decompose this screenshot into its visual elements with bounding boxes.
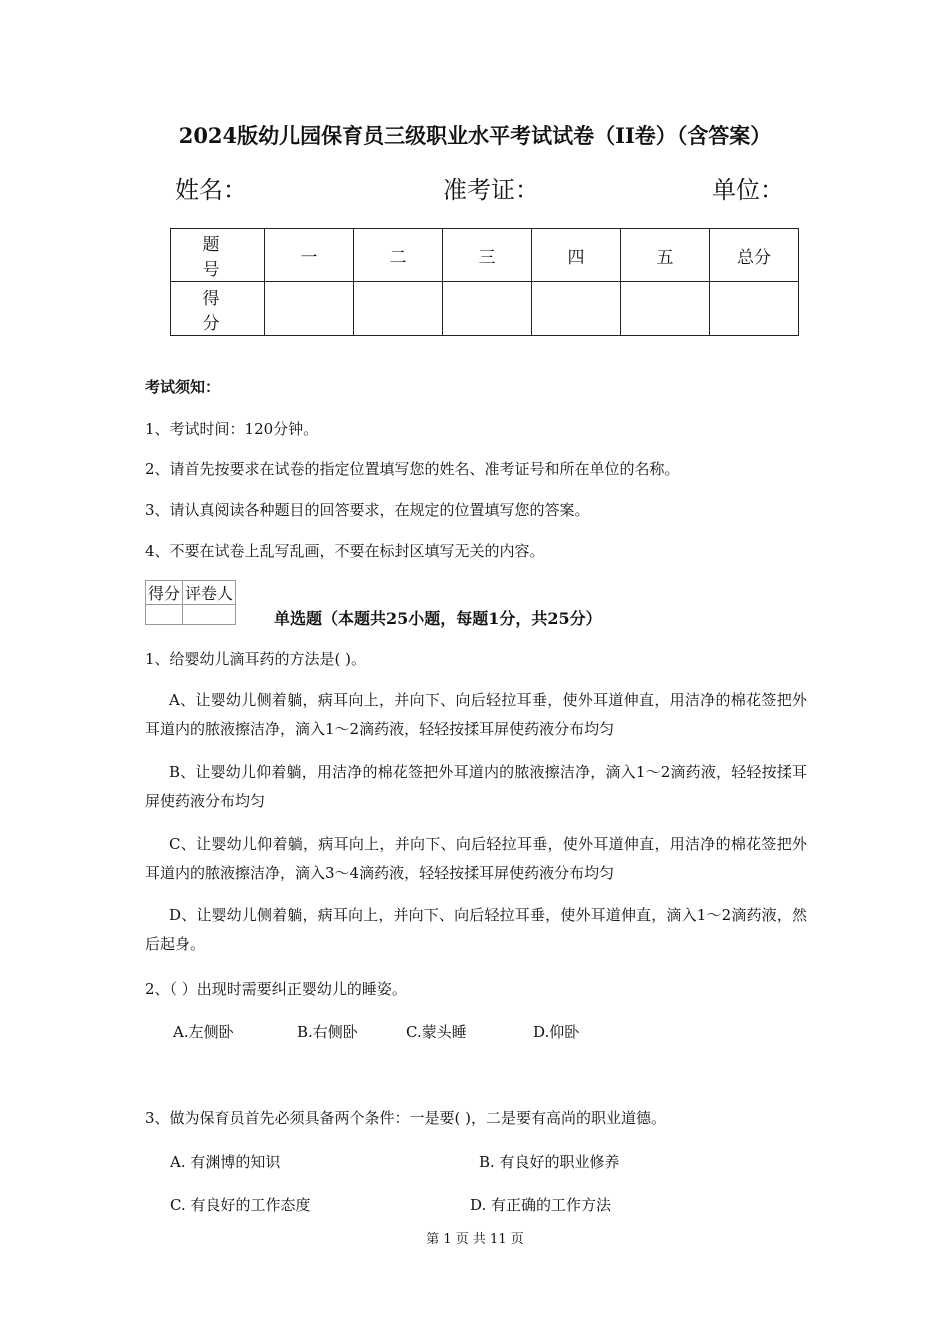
option-b: B. 有良好的职业修养 bbox=[479, 1153, 620, 1171]
notice-heading: 考试须知： bbox=[145, 378, 221, 396]
option-a: A.左侧卧 bbox=[173, 1023, 234, 1041]
score-table-header-row bbox=[171, 229, 799, 282]
score-table bbox=[170, 228, 799, 336]
option-b: B、让婴幼儿仰着躺，用洁净的棉花签把外耳道内的脓液擦洁净，滴入1～2滴药液，轻轻按揉耳屏使药液分布均匀 bbox=[145, 763, 807, 810]
option-c: C、让婴幼儿仰着躺，病耳向上，并向下、向后轻拉耳垂，使外耳道伸直，用洁净的棉花签把外耳道内的脓液擦洁净，滴入3～4滴药液，轻轻按揉耳屏使药液分布均匀 bbox=[145, 835, 807, 882]
column-header: 二 bbox=[354, 229, 443, 282]
score-cell[interactable] bbox=[354, 282, 443, 336]
notice-item: 4、不要在试卷上乱写乱画，不要在标封区填写无关的内容。 bbox=[145, 542, 545, 560]
grader-score-cell[interactable] bbox=[146, 605, 183, 625]
page-title: 2024版幼儿园保育员三级职业水平考试试卷（II卷）（含答案） bbox=[178, 123, 772, 148]
option-a: A. 有渊博的知识 bbox=[170, 1153, 281, 1171]
option-d: D.仰卧 bbox=[533, 1023, 580, 1041]
notice-item: 1、考试时间：120分钟。 bbox=[145, 420, 319, 438]
score-label: 得 分 bbox=[171, 282, 265, 336]
question-stem: 1、给婴幼儿滴耳药的方法是( )。 bbox=[145, 650, 367, 668]
name-field-label: 姓名： bbox=[175, 176, 247, 204]
score-cell[interactable] bbox=[710, 282, 799, 336]
column-header: 五 bbox=[621, 229, 710, 282]
grader-name-cell[interactable] bbox=[183, 605, 236, 625]
column-header: 一 bbox=[265, 229, 354, 282]
option-d: D、让婴幼儿侧着躺，病耳向上，并向下、向后轻拉耳垂，使外耳道伸直，滴入1～2滴药液，然后起身。 bbox=[145, 906, 807, 953]
score-table-score-row bbox=[171, 282, 799, 336]
grader-name-label: 评卷人 bbox=[183, 581, 236, 605]
grader-score-label: 得分 bbox=[146, 581, 183, 605]
page-footer: 第 1 页 共 11 页 bbox=[426, 1232, 524, 1247]
question-number-label: 题 号 bbox=[171, 229, 265, 282]
notice-item: 3、请认真阅读各种题目的回答要求，在规定的位置填写您的答案。 bbox=[145, 501, 590, 519]
section-title: 单选题（本题共25小题，每题1分，共25分） bbox=[274, 609, 602, 628]
question-stem: 2、（ ）出现时需要纠正婴幼儿的睡姿。 bbox=[145, 980, 407, 998]
column-header: 总分 bbox=[710, 229, 799, 282]
notice-item: 2、请首先按要求在试卷的指定位置填写您的姓名、准考证号和所在单位的名称。 bbox=[145, 460, 680, 478]
grader-box bbox=[145, 580, 236, 625]
column-header: 三 bbox=[443, 229, 532, 282]
exam-id-field-label: 准考证： bbox=[443, 176, 539, 204]
score-cell[interactable] bbox=[265, 282, 354, 336]
score-cell[interactable] bbox=[621, 282, 710, 336]
option-b: B.右侧卧 bbox=[297, 1023, 358, 1041]
score-cell[interactable] bbox=[443, 282, 532, 336]
option-c: C.蒙头睡 bbox=[406, 1023, 467, 1041]
question-stem: 3、做为保育员首先必须具备两个条件：一是要( )，二是要有高尚的职业道德。 bbox=[145, 1109, 667, 1127]
column-header: 四 bbox=[532, 229, 621, 282]
option-d: D. 有正确的工作方法 bbox=[470, 1196, 612, 1214]
option-c: C. 有良好的工作态度 bbox=[170, 1196, 311, 1214]
option-a: A、让婴幼儿侧着躺，病耳向上，并向下、向后轻拉耳垂，使外耳道伸直，用洁净的棉花签把外耳道内的脓液擦洁净，滴入1～2滴药液，轻轻按揉耳屏使药液分布均匀 bbox=[145, 691, 807, 738]
unit-field-label: 单位： bbox=[712, 176, 784, 204]
score-cell[interactable] bbox=[532, 282, 621, 336]
